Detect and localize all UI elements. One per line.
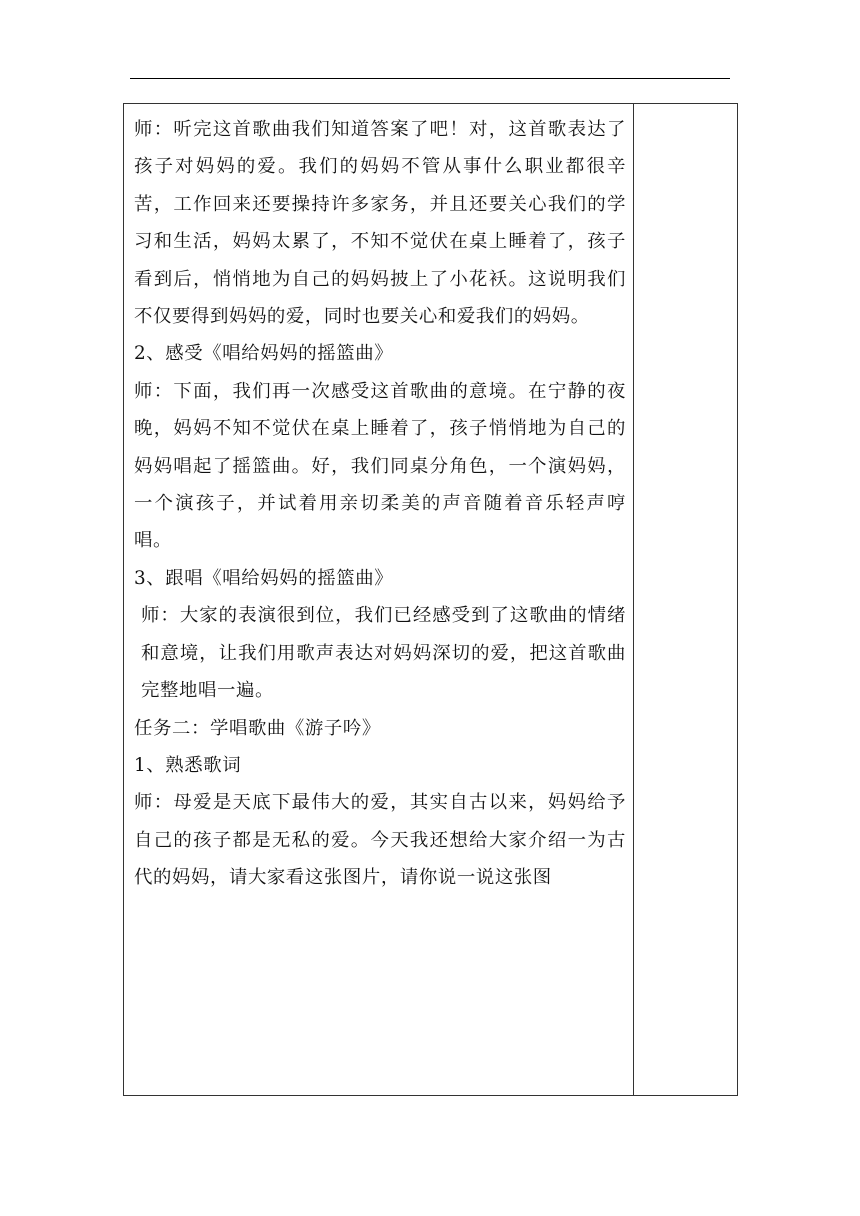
section-heading: 2、感受《唱给妈妈的摇篮曲》 — [134, 343, 394, 365]
header-rule — [130, 78, 730, 79]
section-heading: 1、熟悉歌词 — [134, 754, 242, 776]
teacher-dialogue-paragraph: 师：母爱是天底下最伟大的爱，其实自古以来，妈妈给予自己的孩子都是无私的爱。今天我还想给大家介绍一为古代的妈妈，请大家看这张图片，请你说一说这张图 — [134, 792, 626, 889]
teacher-dialogue-paragraph: 师：听完这首歌曲我们知道答案了吧！对，这首歌表达了孩子对妈妈的爱。我们的妈妈不管从事什么职业都很辛苦，工作回来还要操持许多家务，并且还要关心我们的学习和生活，妈妈太累了，不知不觉伏在桌上睡着了，孩子看到后，悄悄地为自己的妈妈披上了小花袄。这说明我们不仅要得到妈妈的爱，同时也要关心和爱我们的妈妈。 — [134, 119, 626, 328]
task-heading: 任务二：学唱歌曲《游子吟》 — [134, 717, 381, 739]
teaching-process-cell — [134, 111, 626, 897]
lesson-table — [123, 103, 738, 1096]
section-heading: 3、跟唱《唱给妈妈的摇篮曲》 — [134, 567, 394, 589]
column-divider — [633, 104, 634, 1095]
teacher-dialogue-paragraph: 师：下面，我们再一次感受这首歌曲的意境。在宁静的夜晚，妈妈不知不觉伏在桌上睡着了，孩子悄悄地为自己的妈妈唱起了摇篮曲。好，我们同桌分角色，一个演妈妈，一个演孩子，并试着用亲切柔美的声音随着音乐轻声哼唱。 — [134, 380, 626, 552]
teacher-dialogue-paragraph: 师：大家的表演很到位，我们已经感受到了这歌曲的情绪和意境，让我们用歌声表达对妈妈深切的爱，把这首歌曲完整地唱一遍。 — [141, 605, 626, 702]
